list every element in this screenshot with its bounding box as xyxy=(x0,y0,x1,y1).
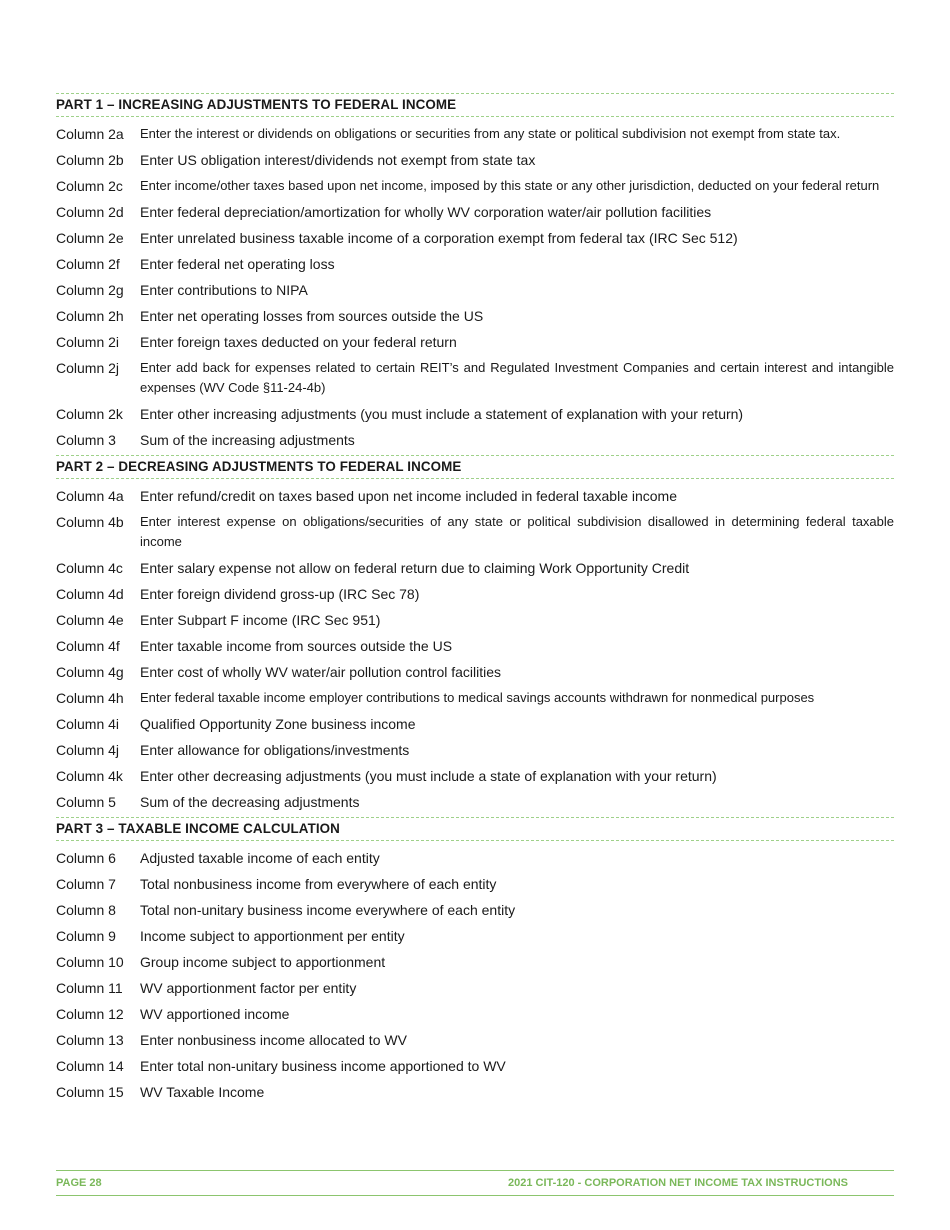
column-description: Enter allowance for obligations/investments xyxy=(140,742,410,758)
column-description: WV apportioned income xyxy=(140,1006,290,1022)
column-label: Column 2j xyxy=(56,360,120,376)
instruction-row xyxy=(56,871,894,897)
column-description: Enter federal taxable income employer contributions to medical savings accounts withdrawn for nonmedical purposes xyxy=(140,690,815,705)
column-label: Column 2i xyxy=(56,334,120,350)
instruction-row xyxy=(56,975,894,1001)
column-list xyxy=(56,845,894,1105)
column-description: Enter federal depreciation/amortization for wholly WV corporation water/air pollution facilities xyxy=(140,204,712,220)
column-label: Column 2h xyxy=(56,308,124,324)
column-description: WV Taxable Income xyxy=(140,1084,265,1100)
column-description: Enter federal net operating loss xyxy=(140,256,335,272)
instruction-row xyxy=(56,923,894,949)
column-description: Enter add back for expenses related to certain REIT’s and Regulated Investment Companies and certain interest and intangible expenses (WV Code §11-24-4b) xyxy=(140,360,894,395)
column-description: Sum of the increasing adjustments xyxy=(140,432,355,448)
column-label: Column 2f xyxy=(56,256,120,272)
column-label: Column 2g xyxy=(56,282,124,298)
column-label: Column 8 xyxy=(56,902,116,918)
column-description: WV apportionment factor per entity xyxy=(140,980,357,996)
column-label: Column 4j xyxy=(56,742,120,758)
instruction-row xyxy=(56,737,894,763)
column-label: Column 10 xyxy=(56,954,124,970)
instruction-row xyxy=(56,845,894,871)
part-2-section xyxy=(56,455,894,815)
column-description: Enter refund/credit on taxes based upon net income included in federal taxable income xyxy=(140,488,678,504)
column-description: Enter cost of wholly WV water/air pollution control facilities xyxy=(140,664,502,680)
page-footer xyxy=(56,1170,894,1196)
column-description: Enter the interest or dividends on obligations or securities from any state or political subdivision not exempt from state tax. xyxy=(140,126,841,141)
instruction-row xyxy=(56,711,894,737)
column-description: Enter foreign dividend gross-up (IRC Sec 78) xyxy=(140,586,420,602)
instruction-row xyxy=(56,763,894,789)
section-title: PART 3 – TAXABLE INCOME CALCULATION xyxy=(56,817,894,841)
instruction-row xyxy=(56,685,894,711)
column-description: Enter foreign taxes deducted on your federal return xyxy=(140,334,457,350)
column-description: Adjusted taxable income of each entity xyxy=(140,850,380,866)
column-description: Enter salary expense not allow on federal return due to claiming Work Opportunity Credit xyxy=(140,560,690,576)
instruction-row xyxy=(56,147,894,173)
column-description: Total nonbusiness income from everywhere of each entity xyxy=(140,876,497,892)
column-label: Column 5 xyxy=(56,794,116,810)
part-1-section xyxy=(56,93,894,453)
section-title: PART 2 – DECREASING ADJUSTMENTS TO FEDERAL INCOME xyxy=(56,455,894,479)
column-description: Enter contributions to NIPA xyxy=(140,282,308,298)
instruction-row xyxy=(56,483,894,509)
column-label: Column 4d xyxy=(56,586,124,602)
column-label: Column 4a xyxy=(56,488,124,504)
instruction-row xyxy=(56,355,894,401)
instruction-row xyxy=(56,329,894,355)
column-label: Column 4b xyxy=(56,514,124,530)
instruction-row xyxy=(56,949,894,975)
column-description: Enter interest expense on obligations/securities of any state or political subdivision disallowed in determining federal taxable income xyxy=(140,514,894,549)
column-label: Column 7 xyxy=(56,876,116,892)
document-title: 2021 CIT-120 - CORPORATION NET INCOME TAX INSTRUCTIONS xyxy=(507,1177,848,1189)
column-label: Column 6 xyxy=(56,850,116,866)
page-number: PAGE 28 xyxy=(56,1177,102,1189)
instruction-row xyxy=(56,659,894,685)
column-label: Column 4k xyxy=(56,768,123,784)
column-description: Enter unrelated business taxable income of a corporation exempt from federal tax (IRC Sec 512) xyxy=(140,230,738,246)
instruction-row xyxy=(56,427,894,453)
section-title: PART 1 – INCREASING ADJUSTMENTS TO FEDERAL INCOME xyxy=(56,93,894,117)
instruction-row xyxy=(56,789,894,815)
column-description: Enter other decreasing adjustments (you must include a state of explanation with your return) xyxy=(140,768,717,784)
column-label: Column 4h xyxy=(56,690,124,706)
column-description: Enter other increasing adjustments (you must include a statement of explanation with your return) xyxy=(140,406,744,422)
instruction-row xyxy=(56,1001,894,1027)
column-description: Income subject to apportionment per entity xyxy=(140,928,405,944)
column-label: Column 2c xyxy=(56,178,123,194)
column-label: Column 4f xyxy=(56,638,120,654)
instruction-row xyxy=(56,225,894,251)
instruction-row xyxy=(56,581,894,607)
column-label: Column 14 xyxy=(56,1058,124,1074)
column-description: Enter income/other taxes based upon net income, imposed by this state or any other jurisdiction, deducted on your federal return xyxy=(140,178,880,193)
instruction-row xyxy=(56,555,894,581)
column-label: Column 12 xyxy=(56,1006,124,1022)
column-description: Enter taxable income from sources outside the US xyxy=(140,638,453,654)
column-description: Enter nonbusiness income allocated to WV xyxy=(140,1032,407,1048)
instruction-row xyxy=(56,1027,894,1053)
instruction-row xyxy=(56,633,894,659)
column-label: Column 4e xyxy=(56,612,124,628)
instruction-row xyxy=(56,277,894,303)
instruction-row xyxy=(56,303,894,329)
instruction-row xyxy=(56,1053,894,1079)
column-label: Column 2d xyxy=(56,204,124,220)
column-list xyxy=(56,121,894,453)
column-label: Column 2e xyxy=(56,230,124,246)
column-description: Group income subject to apportionment xyxy=(140,954,386,970)
instruction-row xyxy=(56,897,894,923)
instruction-row xyxy=(56,173,894,199)
column-label: Column 3 xyxy=(56,432,116,448)
column-description: Sum of the decreasing adjustments xyxy=(140,794,360,810)
column-description: Enter net operating losses from sources outside the US xyxy=(140,308,484,324)
instruction-row xyxy=(56,401,894,427)
column-label: Column 4i xyxy=(56,716,120,732)
instruction-row xyxy=(56,1079,894,1105)
column-description: Enter Subpart F income (IRC Sec 951) xyxy=(140,612,381,628)
column-label: Column 9 xyxy=(56,928,116,944)
instruction-page xyxy=(56,93,894,1107)
column-label: Column 4c xyxy=(56,560,123,576)
part-3-section xyxy=(56,817,894,1105)
column-label: Column 4g xyxy=(56,664,124,680)
column-label: Column 2a xyxy=(56,126,124,142)
column-label: Column 2b xyxy=(56,152,124,168)
column-label: Column 13 xyxy=(56,1032,124,1048)
column-label: Column 11 xyxy=(56,980,123,996)
column-label: Column 15 xyxy=(56,1084,124,1100)
instruction-row xyxy=(56,607,894,633)
column-description: Enter total non-unitary business income apportioned to WV xyxy=(140,1058,506,1074)
column-description: Qualified Opportunity Zone business income xyxy=(140,716,416,732)
column-label: Column 2k xyxy=(56,406,123,422)
instruction-row xyxy=(56,121,894,147)
column-description: Enter US obligation interest/dividends not exempt from state tax xyxy=(140,152,536,168)
column-description: Total non-unitary business income everywhere of each entity xyxy=(140,902,516,918)
instruction-row xyxy=(56,509,894,555)
instruction-row xyxy=(56,199,894,225)
column-list xyxy=(56,483,894,815)
instruction-row xyxy=(56,251,894,277)
